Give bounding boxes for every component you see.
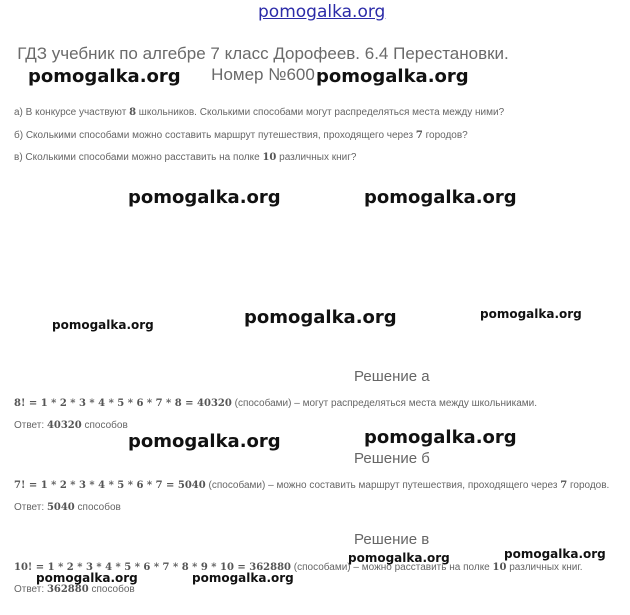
page-title: ГДЗ учебник по алгебре 7 класс Дорофеев. 6.4 Перестановки. Номер №600 — [17, 44, 509, 84]
watermark: pomogalka.org — [244, 307, 397, 328]
solution-c-answer: Ответ: 362880 способов — [14, 584, 135, 595]
solution-a-answer: Ответ: 40320 способов — [14, 420, 128, 431]
solution-b-line: 7! = 1 * 2 * 3 * 4 * 5 * 6 * 7 = 5040 (способами) – можно составить маршрут путешествия, проходящего через 7 городов. — [14, 480, 610, 491]
solution-a-line: 8! = 1 * 2 * 3 * 4 * 5 * 6 * 7 * 8 = 40320 (способами) – могут распределяться места между школьниками. — [14, 398, 538, 409]
site-link[interactable]: pomogalka.org — [258, 2, 386, 22]
watermark: pomogalka.org — [348, 551, 450, 565]
watermark: pomogalka.org — [480, 307, 582, 321]
question-c: в) Сколькими способами можно расставить на полке 10 различных книг? — [14, 152, 357, 163]
solution-a-heading: Решение а — [354, 368, 430, 385]
watermark: pomogalka.org — [128, 431, 281, 452]
question-b: б) Сколькими способами можно составить маршрут путешествия, проходящего через 7 городов? — [14, 130, 468, 141]
watermark: pomogalka.org — [36, 571, 138, 585]
watermark: pomogalka.org — [504, 547, 606, 561]
solution-b-answer: Ответ: 5040 способов — [14, 502, 121, 513]
solution-b-heading: Решение б — [354, 450, 430, 467]
watermark: pomogalka.org — [364, 427, 517, 448]
question-a: а) В конкурсе участвуют 8 школьников. Сколькими способами могут распределяться места между ними? — [14, 107, 505, 118]
watermark: pomogalka.org — [192, 571, 294, 585]
watermark: pomogalka.org — [364, 187, 517, 208]
watermark: pomogalka.org — [128, 187, 281, 208]
watermark: pomogalka.org — [52, 318, 154, 332]
watermark: pomogalka.org — [316, 66, 469, 87]
solution-c-heading: Решение в — [354, 531, 430, 548]
solution-c-line: 10! = 1 * 2 * 3 * 4 * 5 * 6 * 7 * 8 * 9 * 10 = 362880 (способами) – можно расставить на полке 10 различных книг. — [14, 562, 583, 573]
watermark: pomogalka.org — [28, 66, 181, 87]
